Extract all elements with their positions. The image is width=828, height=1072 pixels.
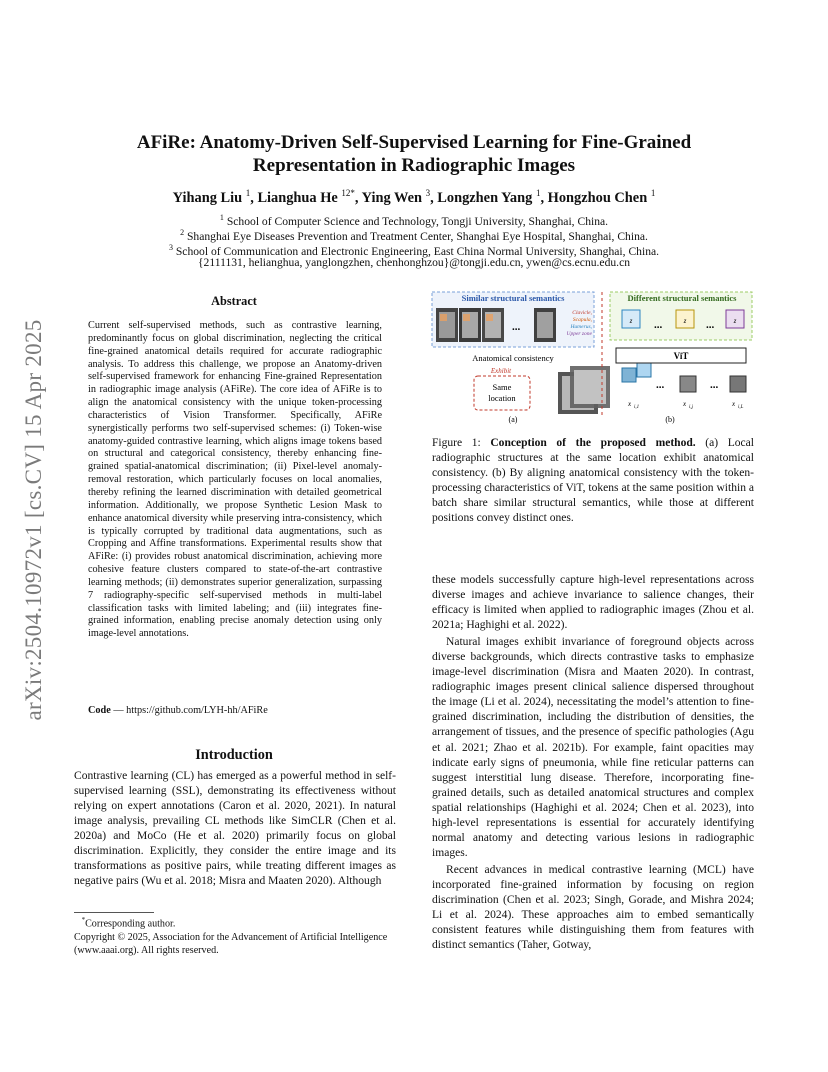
introduction-text: Contrastive learning (CL) has emerged as a powerful method in self-supervised learning (SSL), demonstrating its effectiveness without relying on expert annotations (Caron et al. 2020, 2021). In natural image analysis, prevailing CL methods like SimCLR (Chen et al. 2020a) and MoCo (He et al. 2020) primarily focus on global discrimination. Explicitly, they consider the entire image and its transformations as positive pairs, while treating different images as negative pairs (Wu et al. 2018; Misra and Maaten 2020). Although: [74, 770, 396, 888]
similar-semantics-label: Similar structural semantics: [461, 293, 565, 303]
author-mark: 1: [245, 188, 251, 198]
title-line-1: AFiRe: Anatomy-Driven Self-Supervised Learning for Fine-Grained: [136, 132, 692, 153]
code-link-line: Code — https://github.com/LYH-hh/AFiRe: [88, 705, 268, 716]
right-column-text: [432, 573, 754, 953]
author-mark: 3: [425, 188, 431, 198]
svg-text:...: ...: [656, 379, 665, 391]
svg-text:z: z: [629, 317, 633, 325]
svg-text:...: ...: [710, 379, 719, 391]
affiliation-1: $^1$ School of Computer Science and Technology, Tongji University, Shanghai, China.: [219, 213, 609, 228]
code-url-link[interactable]: https://github.com/LYH-hh/AFiRe: [126, 705, 268, 716]
author-mark: 12*: [341, 188, 355, 198]
svg-text:Same: Same: [492, 382, 512, 392]
svg-text:Upper zone: Upper zone: [566, 331, 592, 337]
svg-text:Humerus,: Humerus,: [570, 324, 592, 330]
arxiv-identifier: arXiv:2504.10972v1 [cs.CV] 15 Apr 2025: [21, 319, 46, 721]
paragraph: Recent advances in medical contrastive learning (MCL) have incorporated fine-grained information by focusing on region discrimination (Chen et al. 2023; Singh, Gorade, and Mishra 2024; Li et al. 2024). These approaches aim to embed semantically consistent features while distinguishing them from features with distinct semantics (Taher, Gotway,: [432, 863, 754, 952]
author-name: Yihang Liu: [172, 189, 243, 206]
author-name: Hongzhou Chen: [547, 189, 648, 206]
author-emails: {2111131, helianghua, yanglongzhen, chenhonghzou}@tongji.edu.cn, ywen@cs.ecnu.edu.cn: [197, 256, 631, 269]
author-name: Lianghua He: [257, 189, 338, 206]
affiliation-2: $^2$ Shanghai Eye Diseases Prevention and Treatment Center, Shanghai Eye Hospital, Shanghai, China.: [180, 228, 648, 243]
author-name: Longzhen Yang: [437, 189, 533, 206]
author-name: Ying Wen: [361, 189, 422, 206]
introduction-heading: Introduction: [195, 747, 273, 763]
author-list: Yihang Liu $^1$, Lianghua He $^{12*}$, Ying Wen $^3$, Longzhen Yang $^1$, Hongzhou Chen $^1$: [172, 188, 656, 206]
svg-text:...: ...: [706, 319, 715, 331]
svg-text:i,j: i,j: [689, 405, 694, 410]
svg-text:Scapula,: Scapula,: [572, 317, 592, 323]
affiliation-3: $^3$ School of Communication and Electronic Engineering, East China Normal University, Shanghai, China.: [168, 243, 660, 258]
svg-text:...: ...: [654, 319, 663, 331]
svg-text:z: z: [683, 317, 687, 325]
abstract-heading: Abstract: [211, 294, 257, 308]
svg-text:x: x: [628, 400, 632, 408]
paper-title: [0, 131, 828, 177]
different-semantics-label: Different structural semantics: [627, 293, 737, 303]
svg-text:x: x: [732, 400, 736, 408]
paragraph: these models successfully capture high-level representations across diverse images and achieve invariance to salience changes, their efficacy is limited when applied to radiographic images (Zhou et al. 2021a; Haghighi et al. 2022).: [432, 574, 754, 632]
footnote: *Corresponding author. Copyright © 2025, Association for the Advancement of Artificial Intelligence (www.aaai.org). All rights reserved.: [74, 916, 388, 957]
title-line-2: Representation in Radiographic Images: [252, 155, 576, 176]
paragraph: Natural images exhibit invariance of foreground objects across diverse backgrounds, which directs contrastive tasks to emphasize image-level discrimination (Misra and Maaten 2020). In contrast, radiographic images present clinical salience dispersed throughout the image (Li et al. 2024), necessitating the model’s attention to fine-grained discrimination, including the distribution of densities, the arrangement of tissues, and the presence of specific pathologies (Agu et al. 2021; Zhao et al. 2021b). For example, faint opacities may indicate early signs of pneumonia, while fine reticular patterns can suggest interstitial lung disease. Therefore, incorporating fine-grained details, such as detailed anatomical structures and complex spatial relationships (Haghighi et al. 2024; Chen et al. 2023), into high-level representations is essential for accurately identifying normal anatomy and detecting various lesions in radiographic images.: [432, 636, 754, 859]
svg-text:...: ...: [512, 321, 521, 333]
svg-text:i,1: i,1: [634, 405, 640, 410]
figure-1: [430, 288, 755, 428]
vit-label: ViT: [673, 351, 689, 361]
svg-text:location: location: [488, 393, 516, 403]
svg-text:x: x: [683, 400, 687, 408]
author-mark: 1: [535, 188, 541, 198]
svg-text:(a): (a): [508, 415, 518, 424]
anatomical-consistency-label: Anatomical consistency: [472, 353, 554, 363]
figure-1-caption: Figure 1: Conception of the proposed method. (a) Local radiographic structures at the same location exhibit anatomical consistency. (b) By aligning anatomical consistency with the token-processing characteristics of ViT, tokens at the same position within a batch share similar structural semantics, while those at different positions convey distinct ones.: [432, 437, 755, 525]
xray-thumbnails: [436, 308, 556, 342]
svg-text:i,L: i,L: [738, 405, 744, 410]
svg-text:(b): (b): [665, 415, 675, 424]
svg-text:Clavicle,: Clavicle,: [572, 310, 592, 316]
svg-text:z: z: [733, 317, 737, 325]
abstract-text: Current self-supervised methods, such as contrastive learning, predominantly focus on global discrimination, neglecting the critical fine-grained anatomical details required for accurate radiographic analysis. To address this challenge, we propose an Anatomy-driven self-supervised framework for enhancing Fine-grained Representation in radiographic image analysis (AFiRe). The core idea of AFiRe is to align the anatomical consistency with the unique token-processing characteristics of Vision Transformer. Specifically, AFiRe synergistically performs two self-supervised schemes: (i) Token-wise anatomy-guided contrastive learning, which aligns image tokens based on structural and categorical consistency, thereby enhancing fine-grained spatial-anatomical discrimination; (ii) Pixel-level anomaly-removal restoration, which particularly focuses on local anomalies, thereby refining the learned discrimination with detailed geometrical information. Additionally, we propose Synthetic Lesion Mask to enhance anatomical diversity while preserving intra-consistency, which is typically corrupted by traditional data augmentations, such as Cropping and Affine transformations. Experimental results show that AFiRe: (i) provides robust anatomical discrimination, achieving more cohesive feature clusters compared to state-of-the-art contrastive learning methods; (ii) demonstrates superior generalization, surpassing 7 radiography-specific self-supervised methods in multi-label classification tasks with limited labeling; and (iii) integrates fine-grained information, enabling precise anomaly detection using only image-level annotations.: [88, 320, 382, 640]
author-mark: 1: [650, 188, 656, 198]
footnote-divider: [74, 912, 154, 913]
svg-text:Exhibit: Exhibit: [490, 367, 512, 375]
